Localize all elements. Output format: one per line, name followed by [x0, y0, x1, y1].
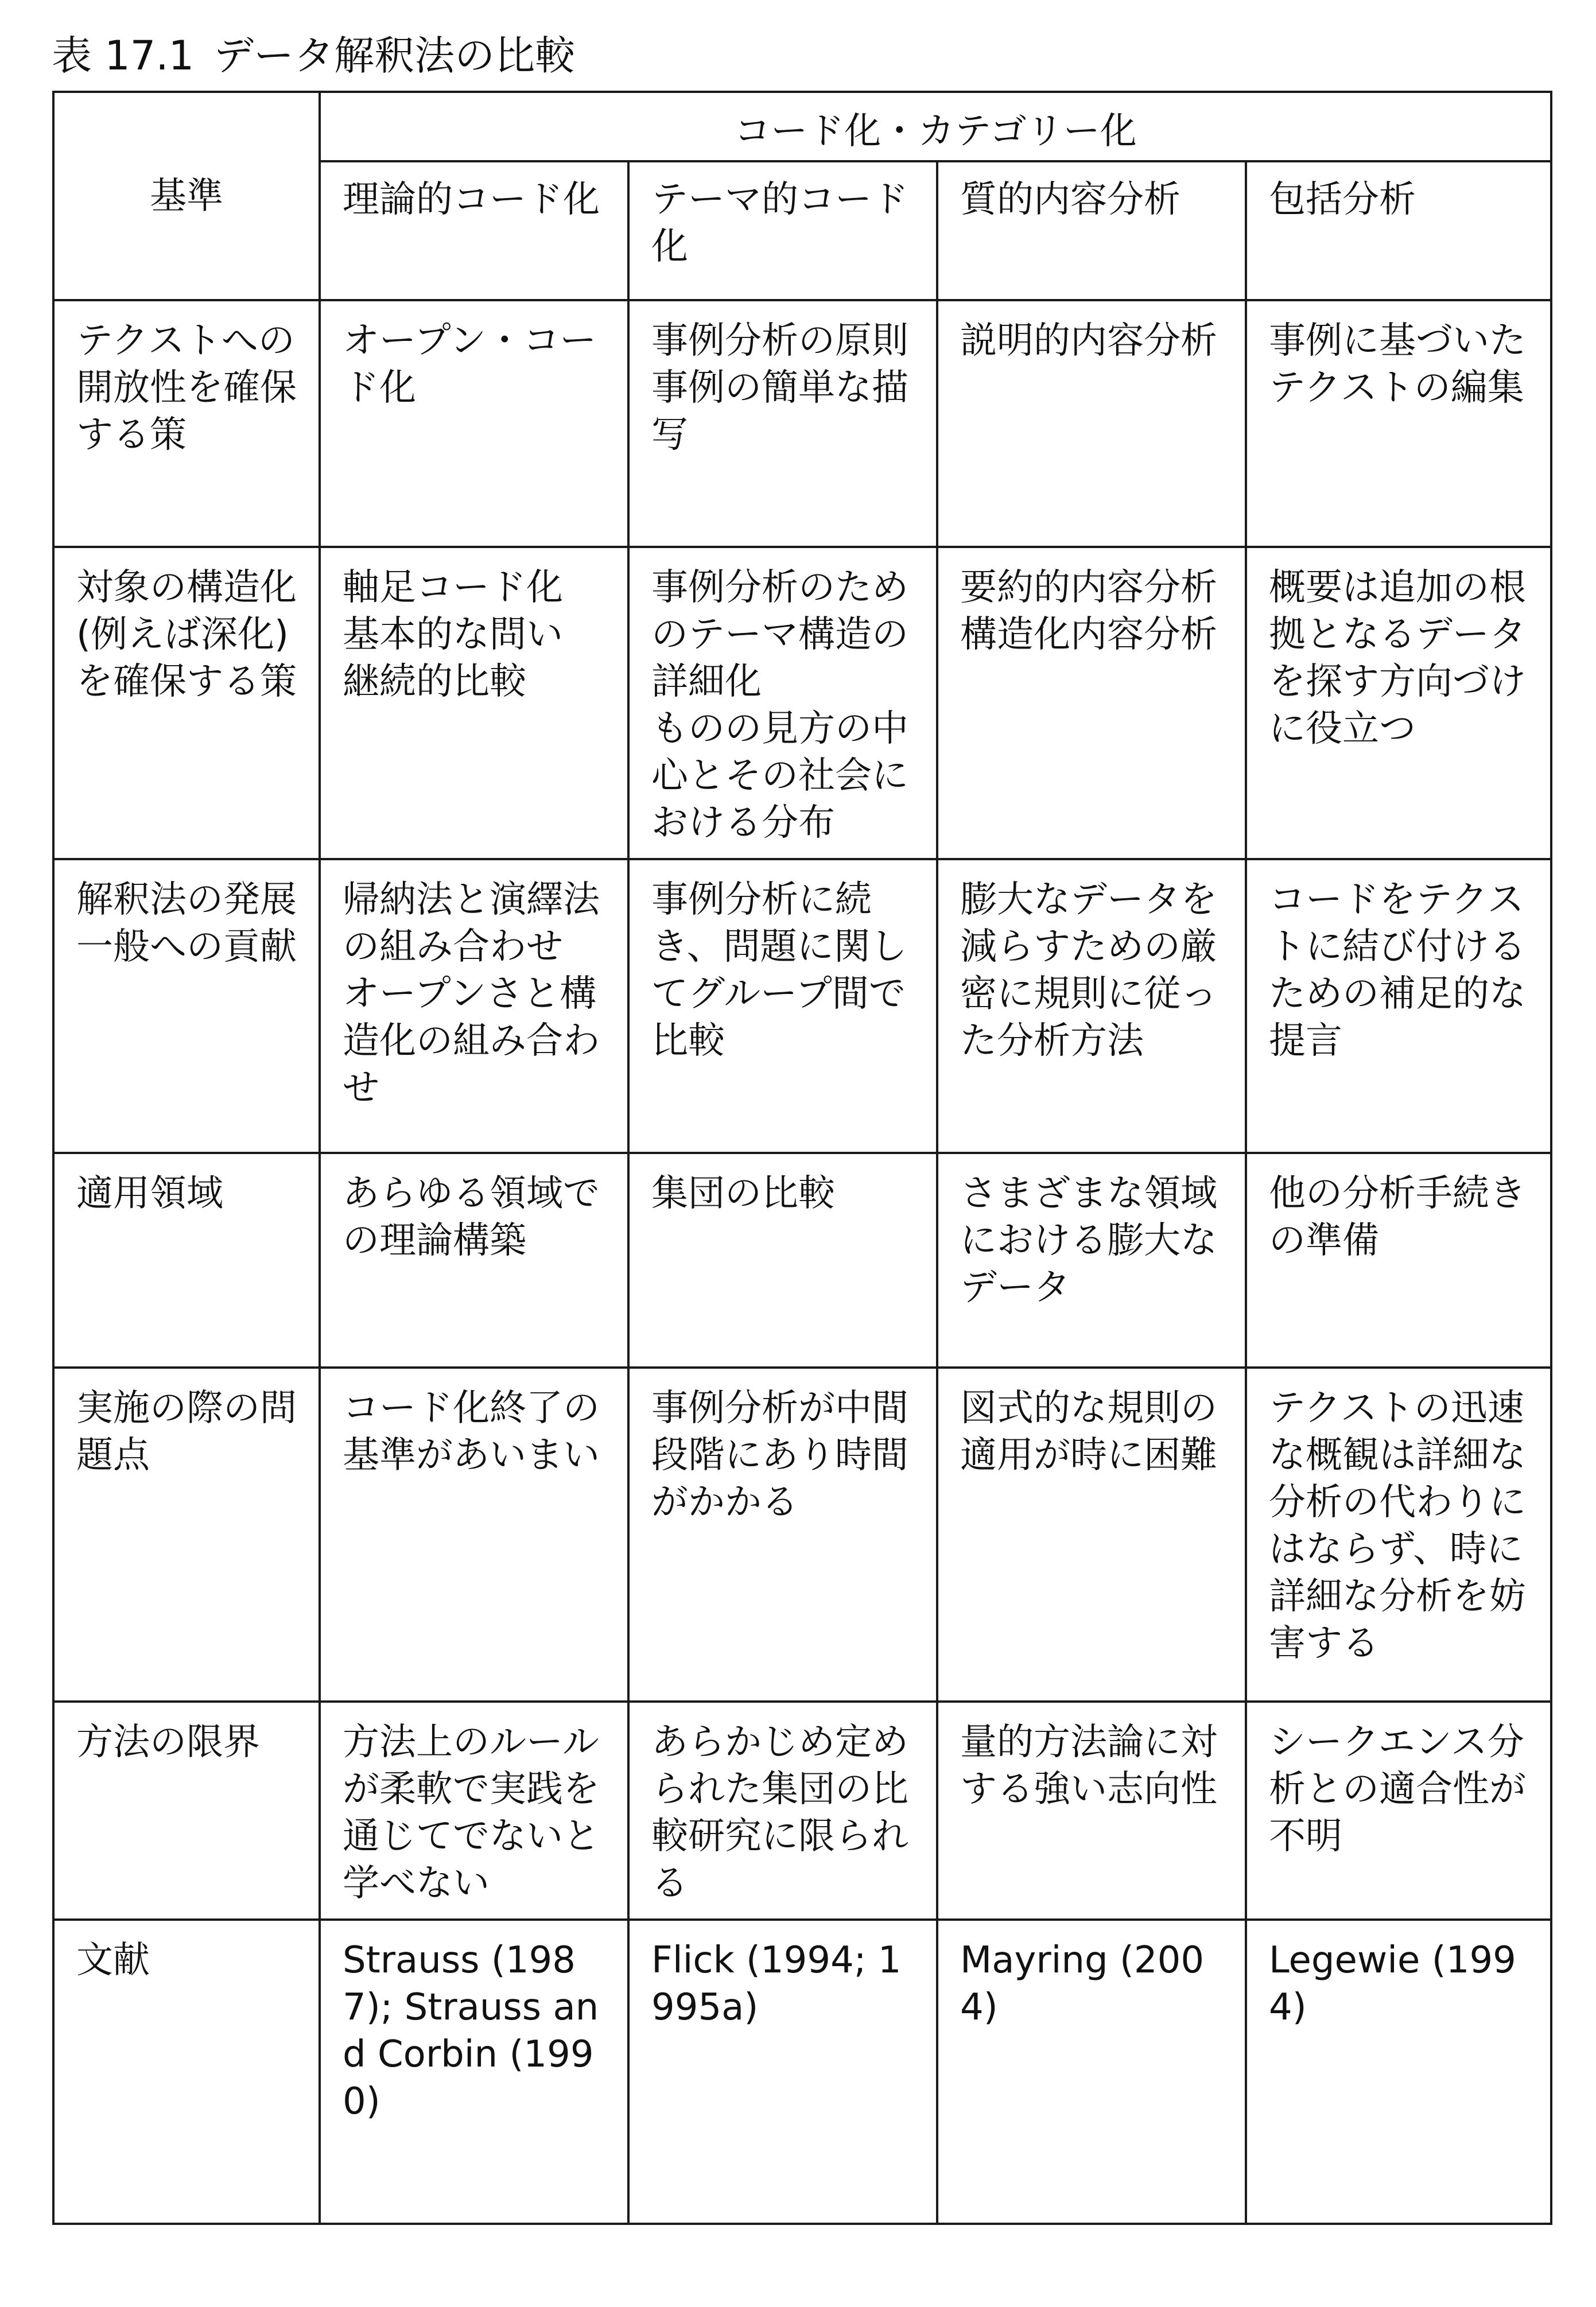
cell-line: コードをテクストに結び付けるための補足的な提言 [1269, 879, 1526, 1062]
cell-line: 基本的な問い [343, 613, 563, 656]
table-cell [628, 1153, 937, 1368]
cell-line: 構造化内容分析 [960, 613, 1217, 656]
cell-line: オープン・コード化 [343, 320, 597, 409]
cell-line: さまざまな領域における膨大なデータ [960, 1172, 1217, 1309]
column-header: テーマ的コード化 [628, 161, 937, 300]
table-cell [320, 1368, 628, 1702]
table-row [53, 300, 1551, 547]
table-cell [628, 547, 937, 859]
table-cell [1246, 1920, 1551, 2224]
table-row [53, 1153, 1551, 1368]
table-cell [320, 1702, 628, 1920]
row-criterion: 実施の際の問題点 [53, 1368, 320, 1702]
table-row [53, 1920, 1551, 2224]
table-cell [628, 859, 937, 1153]
cell-line: テクストの迅速な概観は詳細な分析の代わりにはならず、時に詳細な分析を妨害する [1269, 1387, 1526, 1665]
table-cell [628, 300, 937, 547]
table-cell [628, 1920, 937, 2224]
cell-line: 帰納法と演繹法の組み合わせ [343, 879, 600, 968]
criterion-header: 基準 [53, 92, 320, 300]
cell-line: 軸足コード化 [343, 566, 563, 609]
cell-line: 概要は追加の根拠となるデータを探す方向づけに役立つ [1269, 566, 1526, 750]
table-cell [628, 1702, 937, 1920]
table-number: 表 17.1 [52, 32, 195, 79]
cell-line: Mayring (2004) [960, 1939, 1205, 2029]
column-header: 包括分析 [1246, 161, 1551, 300]
cell-line: オープンさと構造化の組み合わせ [343, 973, 600, 1109]
table-caption [52, 30, 575, 81]
table-cell [937, 547, 1246, 859]
table-row [53, 547, 1551, 859]
cell-line: 説明的内容分析 [960, 320, 1217, 362]
table-cell [1246, 1153, 1551, 1368]
table-cell [937, 859, 1246, 1153]
column-header: 理論的コード化 [320, 161, 628, 300]
cell-line: 事例分析に続き、問題に関してグループ間で比較 [651, 879, 907, 1062]
row-criterion: 対象の構造化(例えば深化)を確保する策 [53, 547, 320, 859]
cell-line: シークエンス分析との適合性が不明 [1269, 1721, 1526, 1858]
comparison-table [52, 91, 1552, 2225]
cell-line: 図式的な規則の適用が時に困難 [960, 1387, 1217, 1477]
table-row [53, 859, 1551, 1153]
cell-line: 要約的内容分析 [960, 566, 1217, 609]
cell-line: 膨大なデータを減らすための厳密に規則に従った分析方法 [960, 879, 1217, 1062]
cell-line: Legewie (1994) [1269, 1939, 1516, 2029]
table-cell [937, 300, 1246, 547]
table-cell [937, 1702, 1246, 1920]
row-criterion: 文献 [53, 1920, 320, 2224]
table-title: データ解釈法の比較 [213, 32, 576, 79]
cell-line: 事例分析の原則 [651, 320, 908, 362]
table-cell [1246, 1702, 1551, 1920]
cell-line: ものの見方の中心とその社会における分布 [651, 708, 908, 844]
cell-line: 事例分析のためのテーマ構造の詳細化 [651, 566, 908, 703]
cell-line: 方法上のルールが柔軟で実践を通じてでないと学べない [343, 1721, 600, 1905]
cell-line: Strauss (1987); Strauss and Corbin (1990) [343, 1939, 599, 2123]
cell-line: 継続的比較 [343, 661, 526, 703]
table-cell [1246, 300, 1551, 547]
row-criterion: 方法の限界 [53, 1702, 320, 1920]
cell-line: 事例の簡単な描写 [651, 367, 908, 456]
row-criterion: 適用領域 [53, 1153, 320, 1368]
table-cell [320, 1920, 628, 2224]
table-cell [937, 1153, 1246, 1368]
cell-line: あらゆる領域での理論構築 [343, 1172, 600, 1262]
table-cell [320, 547, 628, 859]
group-header: コード化・カテゴリー化 [320, 92, 1551, 161]
table-row [53, 1368, 1551, 1702]
table-cell [937, 1920, 1246, 2224]
header-row-group [53, 92, 1551, 161]
cell-line: 集団の比較 [651, 1172, 835, 1215]
cell-line: 量的方法論に対する強い志向性 [960, 1721, 1217, 1811]
cell-line: コード化終了の基準があいまい [343, 1387, 600, 1477]
table-cell [320, 859, 628, 1153]
cell-line: あらかじめ定められた集団の比較研究に限られる [651, 1721, 908, 1905]
cell-line: 事例に基づいたテクストの編集 [1269, 320, 1526, 409]
table-row [53, 1702, 1551, 1920]
table-cell [1246, 547, 1551, 859]
table-cell [628, 1368, 937, 1702]
table-cell [1246, 859, 1551, 1153]
table-cell [320, 1153, 628, 1368]
cell-line: 事例分析が中間段階にあり時間がかかる [651, 1387, 908, 1524]
table-cell [1246, 1368, 1551, 1702]
row-criterion: テクストへの開放性を確保する策 [53, 300, 320, 547]
table-cell [937, 1368, 1246, 1702]
cell-line: 他の分析手続きの準備 [1269, 1172, 1526, 1262]
cell-line: Flick (1994; 1995a) [651, 1939, 902, 2029]
row-criterion: 解釈法の発展一般への貢献 [53, 859, 320, 1153]
column-header: 質的内容分析 [937, 161, 1246, 300]
table-cell [320, 300, 628, 547]
